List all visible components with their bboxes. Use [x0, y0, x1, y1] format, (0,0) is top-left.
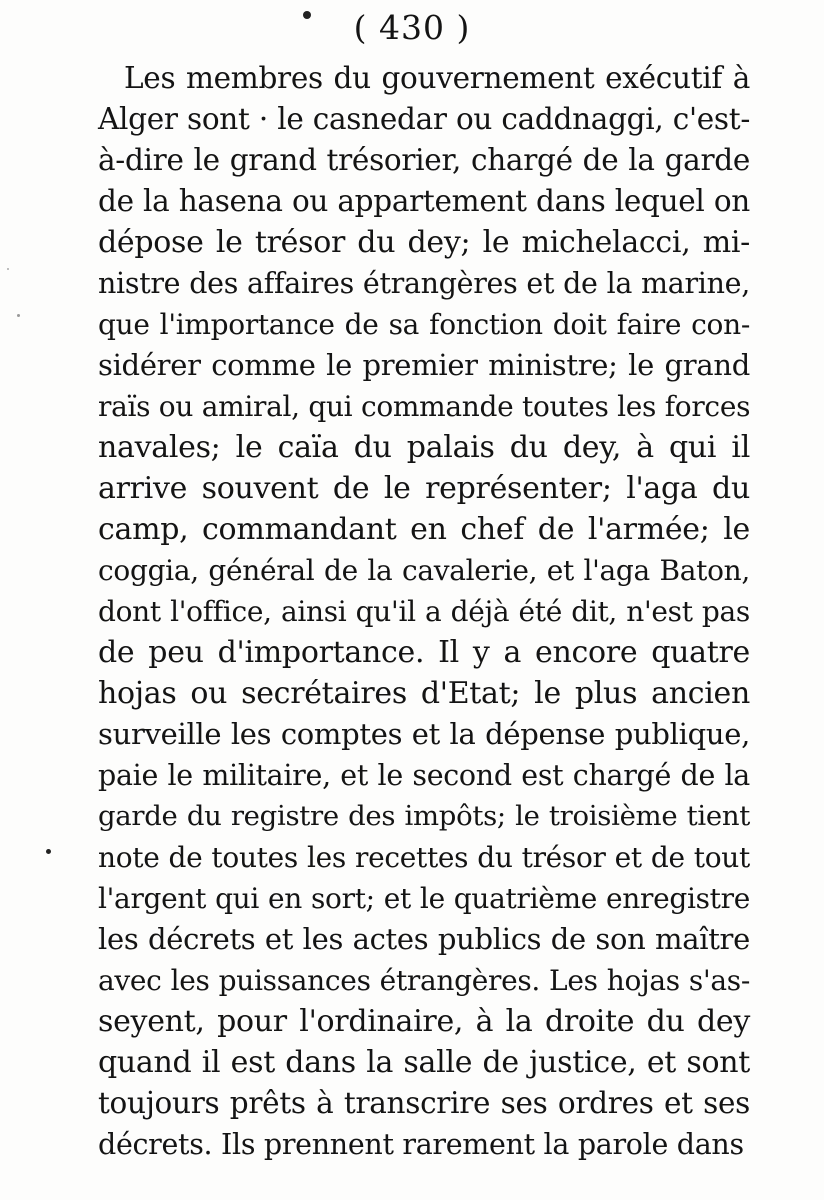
text-line: Les membres du gouvernement exécutif à	[124, 61, 750, 95]
text-line: note de toutes les recettes du trésor et de tout	[98, 841, 750, 874]
ink-speck	[7, 268, 9, 270]
text-line: à-dire le grand trésorier, chargé de la garde	[98, 143, 750, 177]
text-line: dépose le trésor du dey; le michelacci, mi-	[98, 225, 750, 260]
page-body-text	[98, 58, 750, 1165]
text-line: l'argent qui en sort; et le quatrième enregistre	[98, 882, 750, 915]
text-line: paie le militaire, et le second est chargé de la	[98, 759, 750, 792]
text-line: que l'importance de sa fonction doit faire con-	[98, 308, 750, 341]
text-line: garde du registre des impôts; le troisième tient	[98, 800, 750, 832]
text-line: quand il est dans la salle de justice, et sont	[98, 1045, 750, 1080]
text-line: de la hasena ou appartement dans lequel on	[98, 184, 750, 218]
text-line: raïs ou amiral, qui commande toutes les forces	[98, 390, 751, 423]
text-line: coggia, général de la cavalerie, et l'aga Baton,	[98, 554, 750, 587]
text-line: décrets. Ils prennent rarement la parole dans	[98, 1128, 744, 1161]
text-line: les décrets et les actes publics de son maître	[98, 922, 750, 956]
text-line: avec les puissances étrangères. Les hojas s'as-	[98, 964, 750, 997]
text-line: seyent, pour l'ordinaire, à la droite du dey	[98, 1004, 750, 1039]
text-line: hojas ou secrétaires d'Etat; le plus ancien	[98, 676, 750, 711]
text-line: camp, commandant en chef de l'armée; le	[98, 512, 750, 547]
text-line: surveille les comptes et la dépense publique,	[98, 717, 750, 751]
page-number: ( 430 )	[353, 8, 471, 47]
text-line: navales; le caïa du palais du dey, à qui il	[98, 430, 750, 465]
text-line: sidérer comme le premier ministre; le grand	[98, 348, 750, 382]
text-line: arrive souvent de le représenter; l'aga du	[98, 471, 750, 506]
text-line: Alger sont · le casnedar ou caddnaggi, c'est-	[98, 102, 750, 136]
text-line: dont l'office, ainsi qu'il a déjà été dit, n'est pas	[98, 595, 750, 628]
text-line: de peu d'importance. Il y a encore quatre	[98, 635, 750, 670]
text-line: nistre des affaires étrangères et de la marine,	[98, 267, 750, 300]
text-line: toujours prêts à transcrire ses ordres et ses	[98, 1086, 750, 1120]
ink-speck	[46, 849, 51, 854]
ink-speck	[17, 314, 20, 317]
